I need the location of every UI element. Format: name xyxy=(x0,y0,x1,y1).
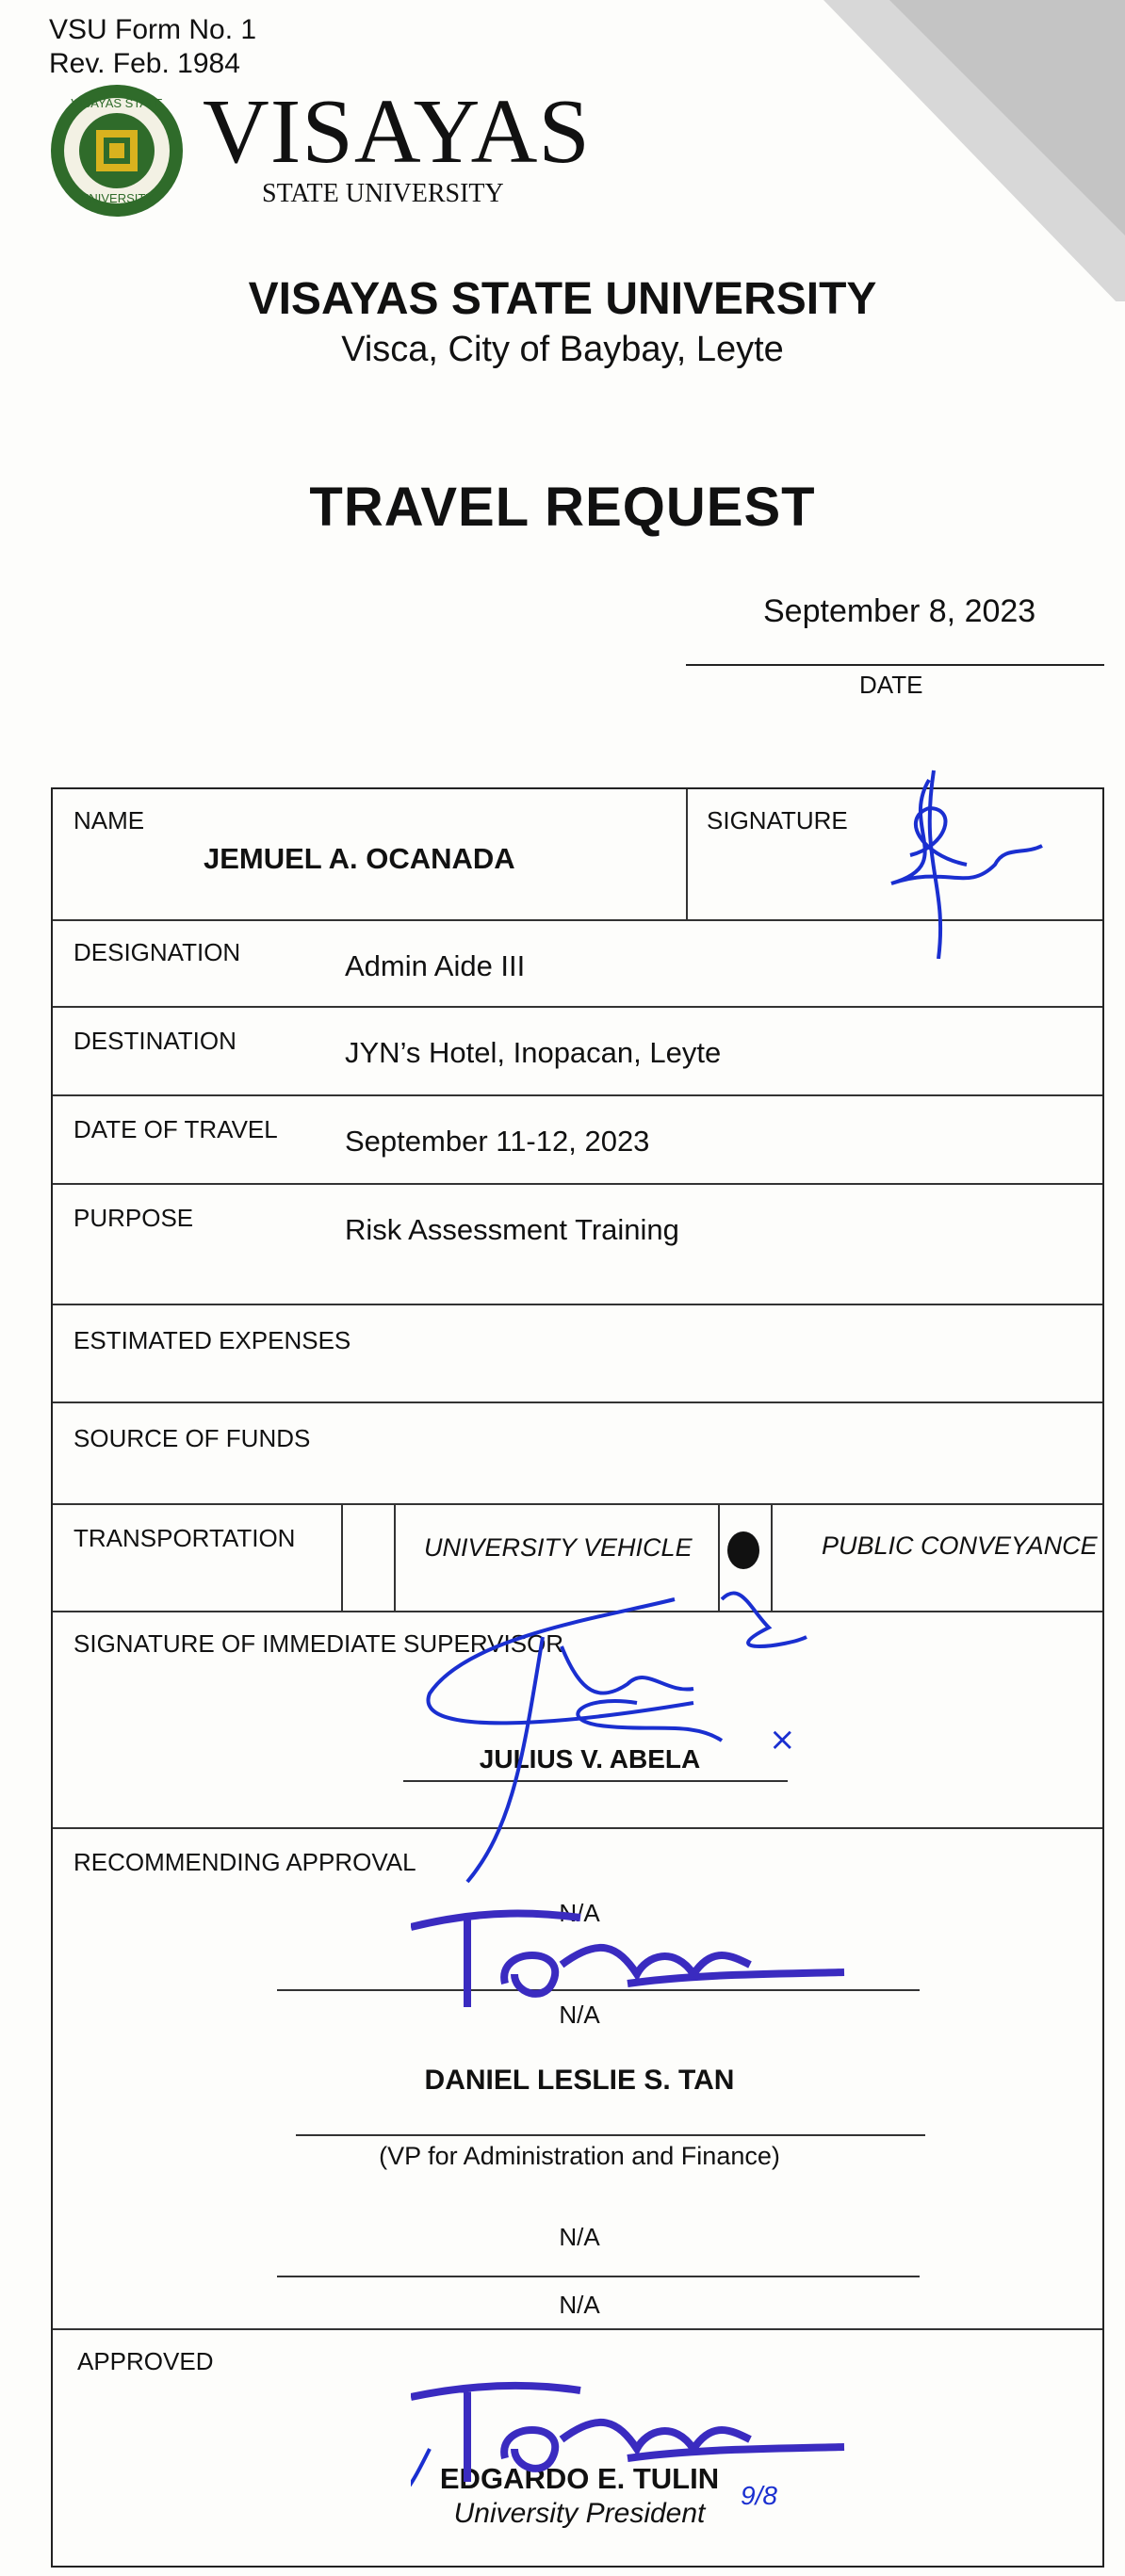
date-value: September 8, 2023 xyxy=(763,593,1036,629)
wordmark-sub: STATE UNIVERSITY xyxy=(262,179,504,208)
rec-na-4: N/A xyxy=(559,2291,600,2319)
row-divider xyxy=(53,1401,1102,1403)
signature-label: SIGNATURE xyxy=(707,806,848,834)
university-seal-icon xyxy=(49,83,185,219)
date-label: DATE xyxy=(859,671,923,699)
row-divider xyxy=(53,1094,1102,1096)
seal-bottom-text: UNIVERSITY xyxy=(79,191,155,205)
recommending-label: RECOMMENDING APPROVAL xyxy=(73,1848,416,1876)
rec-line-2 xyxy=(296,2134,925,2136)
supervisor-signature-line xyxy=(403,1780,788,1782)
revision-text: Rev. Feb. 1984 xyxy=(49,48,240,79)
rec-na-3: N/A xyxy=(559,2223,600,2251)
selected-dot-icon[interactable] xyxy=(727,1531,759,1569)
purpose-value[interactable]: Risk Assessment Training xyxy=(345,1213,679,1246)
handwritten-date-annotation: 9/8 xyxy=(741,2481,777,2510)
svg-text:×: × xyxy=(769,1721,796,1758)
row-divider xyxy=(53,1183,1102,1185)
destination-label: DESTINATION xyxy=(73,1027,236,1055)
name-value[interactable]: JEMUEL A. OCANADA xyxy=(204,842,515,875)
rec-na-1: N/A xyxy=(559,1899,600,1927)
transportation-label: TRANSPORTATION xyxy=(73,1524,296,1552)
rec-na-2: N/A xyxy=(559,2001,600,2029)
col-divider xyxy=(718,1503,720,1611)
row-divider xyxy=(53,2328,1102,2330)
approver-name: EDGARDO E. TULIN xyxy=(439,2462,720,2495)
page-title: TRAVEL REQUEST xyxy=(309,477,816,538)
row-divider xyxy=(53,1503,1102,1505)
university-vehicle-option[interactable]: UNIVERSITY VEHICLE xyxy=(424,1533,693,1562)
rec-line-3 xyxy=(277,2276,920,2277)
designation-label: DESIGNATION xyxy=(73,938,241,966)
form-number-text: VSU Form No. 1 xyxy=(49,14,257,45)
col-divider xyxy=(341,1503,343,1611)
source-of-funds-label: SOURCE OF FUNDS xyxy=(73,1424,311,1452)
approver-position: University President xyxy=(453,2498,706,2529)
estimated-expenses-label: ESTIMATED EXPENSES xyxy=(73,1326,351,1354)
form-number xyxy=(49,13,256,81)
applicant-signature xyxy=(863,752,1052,959)
row-divider xyxy=(53,1611,1102,1612)
date-of-travel-label: DATE OF TRAVEL xyxy=(73,1115,278,1143)
row-divider xyxy=(53,1006,1102,1008)
row-divider xyxy=(53,1827,1102,1829)
row-divider xyxy=(53,1304,1102,1305)
page-fold xyxy=(823,0,1125,301)
public-conveyance-option[interactable]: PUBLIC CONVEYANCE xyxy=(822,1531,1098,1560)
rec-name: DANIEL LESLIE S. TAN xyxy=(424,2065,735,2096)
date-underline xyxy=(686,664,1104,666)
rec-line-1 xyxy=(277,1989,920,1991)
university-name: VISAYAS STATE UNIVERSITY xyxy=(248,274,877,324)
col-divider xyxy=(771,1503,773,1611)
purpose-label: PURPOSE xyxy=(73,1204,194,1232)
wordmark: VISAYAS xyxy=(203,81,591,183)
date-of-travel-value[interactable]: September 11-12, 2023 xyxy=(345,1125,650,1158)
designation-value[interactable]: Admin Aide III xyxy=(345,949,526,982)
col-divider xyxy=(686,789,688,919)
supervisor-label: SIGNATURE OF IMMEDIATE SUPERVISOR xyxy=(73,1629,564,1658)
travel-form xyxy=(51,787,1104,2568)
supervisor-name: JULIUS V. ABELA xyxy=(479,1744,701,1774)
name-label: NAME xyxy=(73,806,145,834)
seal-top-text: VISAYAS STATE xyxy=(71,96,163,110)
rec-position: (VP for Administration and Finance) xyxy=(379,2142,780,2170)
approved-label: APPROVED xyxy=(77,2347,214,2375)
university-address: Visca, City of Baybay, Leyte xyxy=(341,330,784,369)
destination-value[interactable]: JYN’s Hotel, Inopacan, Leyte xyxy=(345,1036,722,1069)
col-divider xyxy=(394,1503,396,1611)
row-divider xyxy=(53,919,1102,921)
